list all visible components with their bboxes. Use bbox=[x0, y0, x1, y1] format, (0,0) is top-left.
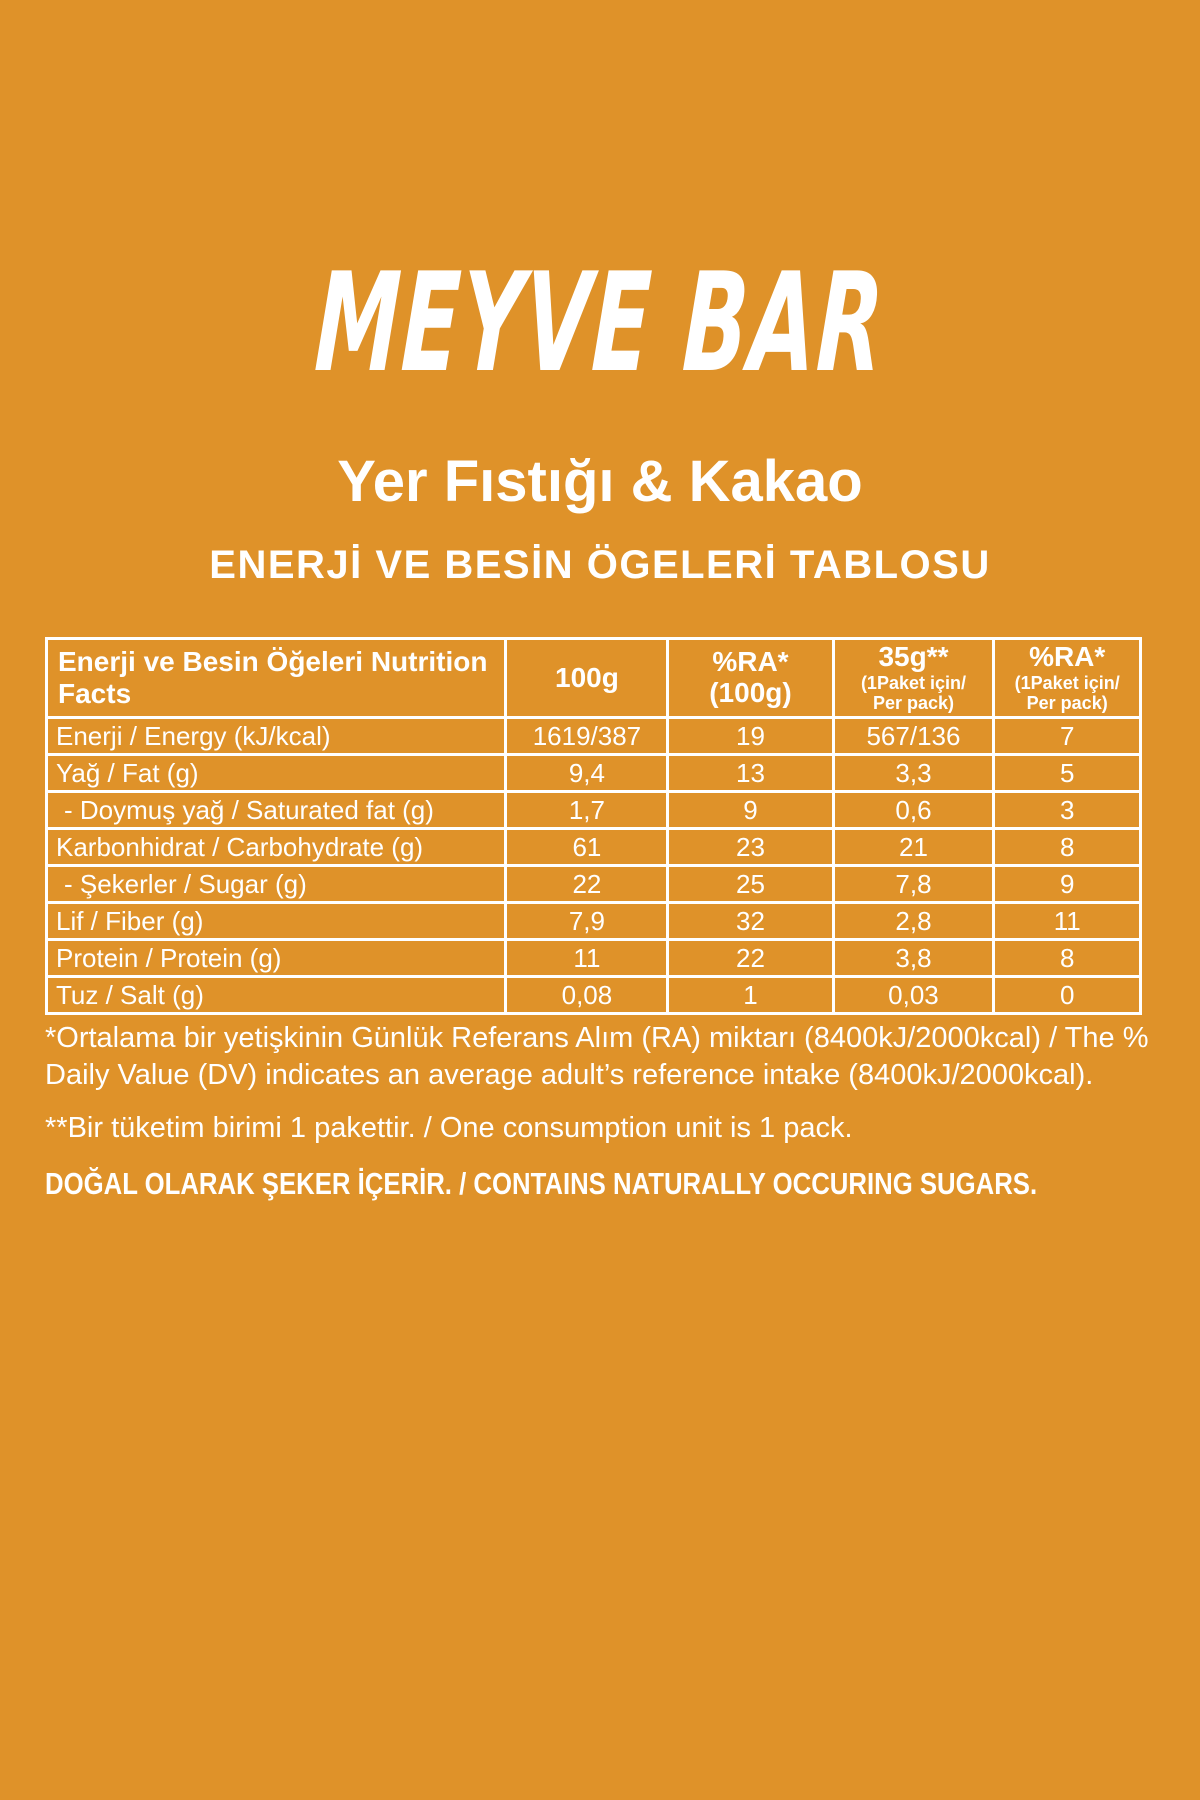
table-row-energy: Enerji / Energy (kJ/kcal) 1619/387 19 567/136 7 bbox=[47, 718, 1141, 755]
natural-sugars-statement: DOĞAL OLARAK ŞEKER İÇERİR. / CONTAINS NATURALLY OCCURING SUGARS. bbox=[45, 1166, 1038, 1201]
nutrition-table-title: ENERJİ VE BESİN ÖGELERİ TABLOSU bbox=[209, 543, 991, 587]
column-header-nutrients-tr: Enerji ve Besin Öğeleri bbox=[58, 645, 364, 677]
table-row-fiber: Lif / Fiber (g) 7,9 32 2,8 11 bbox=[47, 903, 1141, 940]
nutrition-table bbox=[45, 637, 1142, 1015]
column-header-nutrients bbox=[47, 639, 506, 718]
reference-intake-footnote: *Ortalama bir yetişkinin Günlük Referans Alım (RA) miktarı (8400kJ/2000kcal) / The % Daily Value (DV) indicates an average adult’s reference intake (8400kJ/2000kcal). bbox=[45, 1022, 1149, 1091]
brand-title: MEYVE BAR bbox=[312, 243, 888, 403]
table-row-sugar: - Şekerler / Sugar (g) 22 25 7,8 9 bbox=[47, 866, 1141, 903]
table-row-saturated-fat: - Doymuş yağ / Saturated fat (g) 1,7 9 0,6 3 bbox=[47, 792, 1141, 829]
product-name: Yer Fıstığı & Kakao bbox=[337, 449, 863, 514]
column-header-35g-pack: 35g** (1Paket için/ Per pack) bbox=[833, 639, 994, 718]
column-header-ra-100g: %RA* (100g) bbox=[668, 639, 833, 718]
column-header-nutrients-en: Nutrition Facts bbox=[58, 645, 488, 710]
column-header-ra-pack: %RA* (1Paket için/ Per pack) bbox=[994, 639, 1141, 718]
table-row-carbohydrate: Karbonhidrat / Carbohydrate (g) 61 23 21 8 bbox=[47, 829, 1141, 866]
table-row-protein: Protein / Protein (g) 11 22 3,8 8 bbox=[47, 940, 1141, 977]
column-header-100g: 100g bbox=[506, 639, 668, 718]
table-row-salt: Tuz / Salt (g) 0,08 1 0,03 0 bbox=[47, 977, 1141, 1014]
table-header-row bbox=[47, 639, 1141, 718]
consumption-unit-footnote: **Bir tüketim birimi 1 pakettir. / One consumption unit is 1 pack. bbox=[45, 1112, 853, 1144]
table-row-fat: Yağ / Fat (g) 9,4 13 3,3 5 bbox=[47, 755, 1141, 792]
